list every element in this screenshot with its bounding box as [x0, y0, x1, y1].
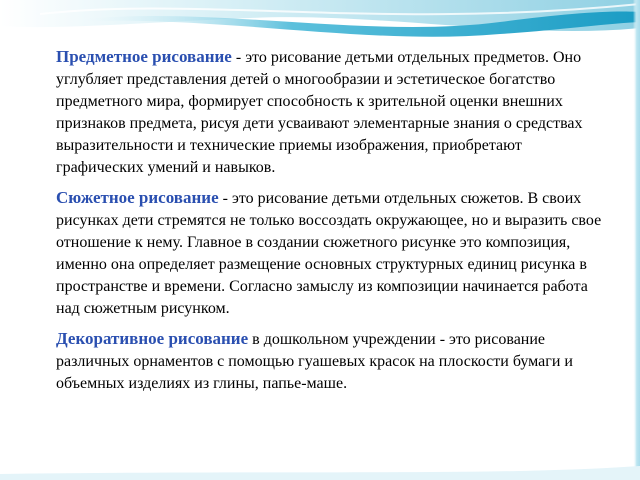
wave-bottom [0, 466, 640, 480]
definition-plot-drawing: - это рисование детьми отдельных сюжетов. В своих рисунках дети стремятся не только воссоздать окружающее, но и выразить свое отношение к нему. Главное в создании сюжетного рисунке это композиция, именно она определяет размещение основных структурных единиц рисунка в пространстве и времени. Согласно замыслу из композиции начинается работа над сюжетным рисунком. [56, 190, 602, 317]
text-block [56, 46, 604, 403]
paragraph-plot-drawing [56, 187, 604, 320]
paragraph-subject-drawing [56, 46, 604, 179]
term-plot-drawing: Сюжетное рисование [56, 188, 219, 207]
definition-subject-drawing: - это рисование детьми отдельных предметов. Оно углубляет представления детей о многообразии и эстетическое богатство предметного мира, формирует способность к зрительной оценки внешних признаков предмета, рисуя дети усваивают элементарные знания о средствах выразительности и технические приемы изображения, приобретают графических умений и навыков. [56, 49, 583, 176]
term-decorative-drawing: Декоративное рисование [56, 329, 249, 348]
paragraph-decorative-drawing [56, 328, 604, 395]
right-edge [633, 0, 640, 480]
term-subject-drawing: Предметное рисование [56, 47, 232, 66]
definition-decorative-drawing: в дошкольном учреждении - это рисование различных орнаментов с помощью гуашевых красок на плоскости бумаги и объемных изделиях из глины, папье-маше. [56, 331, 573, 392]
